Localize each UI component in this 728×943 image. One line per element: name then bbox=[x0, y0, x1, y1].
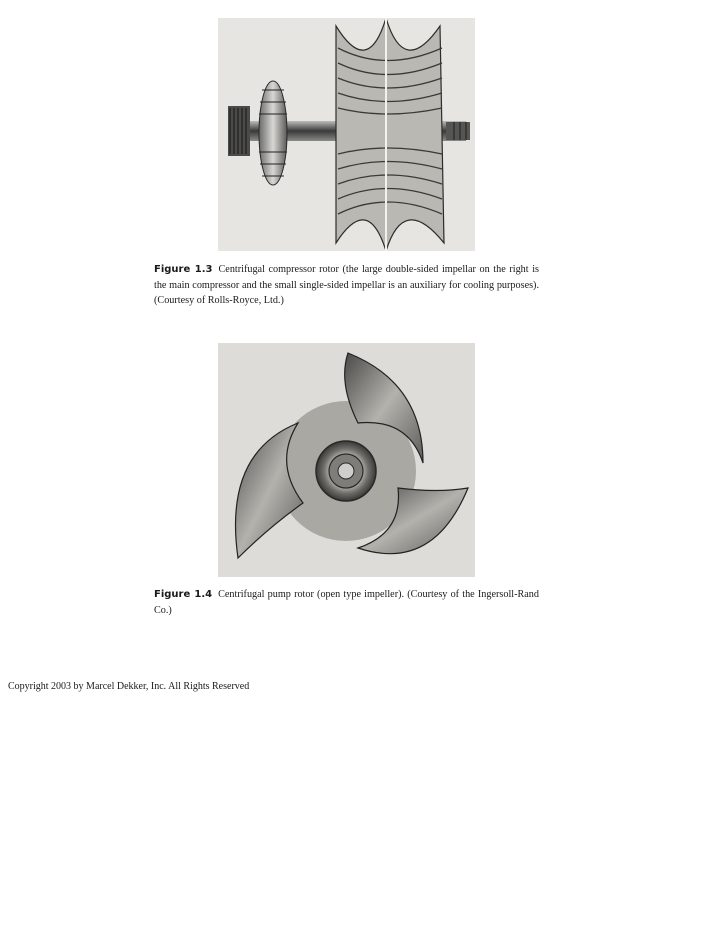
figure-1-4-text: Centrifugal pump rotor (open type impeller). (Courtesy of the Ingersoll-Rand Co.) bbox=[154, 589, 539, 616]
figure-1-4-label: Figure 1.4 bbox=[154, 589, 213, 600]
copyright-notice: Copyright 2003 by Marcel Dekker, Inc. All Rights Reserved bbox=[8, 681, 250, 692]
pump-rotor-photo bbox=[218, 343, 475, 577]
figure-1-3-caption bbox=[154, 262, 539, 309]
figure-1-4-caption bbox=[154, 587, 539, 618]
figure-1-3-label: Figure 1.3 bbox=[154, 264, 213, 275]
figure-1-3-text: Centrifugal compressor rotor (the large double-sided impellar on the right is the main compressor and the small single-sided impellar is an auxiliary for cooling purposes). (Courtesy of Rolls-Royce, Ltd.) bbox=[154, 264, 539, 306]
compressor-rotor-photo bbox=[218, 18, 475, 251]
